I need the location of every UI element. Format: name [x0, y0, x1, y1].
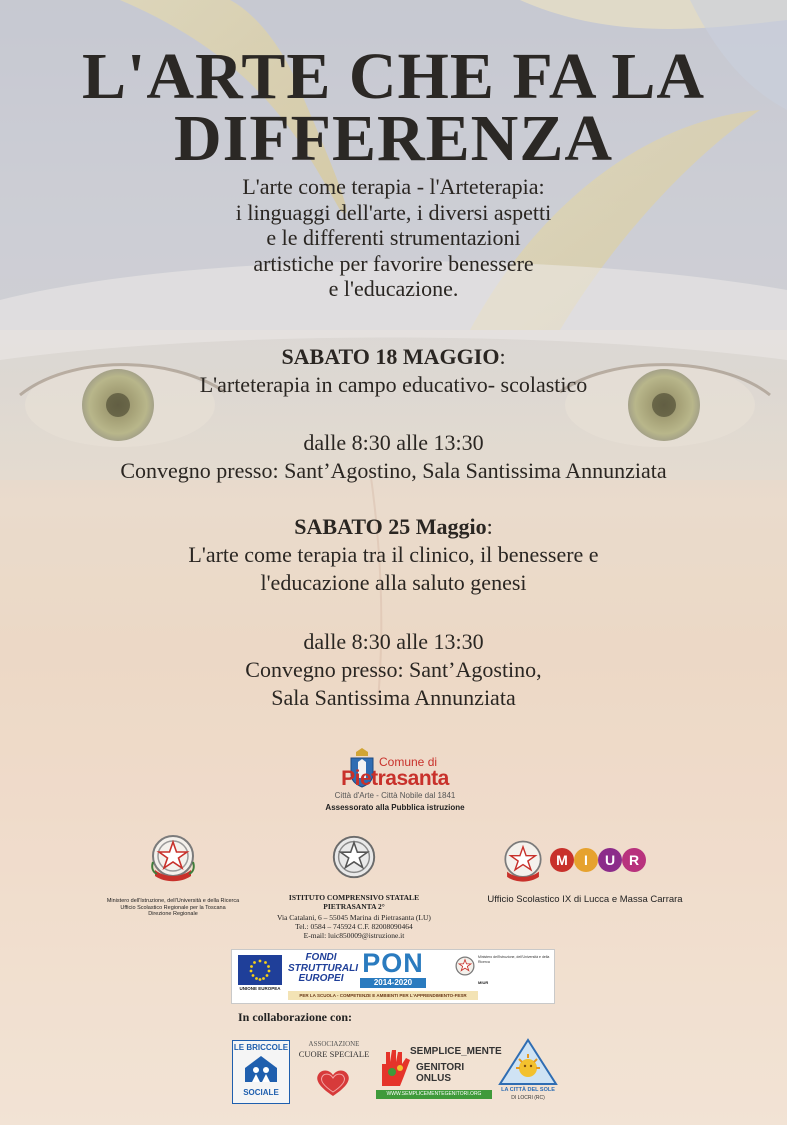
- republic-emblem-icon: [500, 838, 546, 884]
- event-1-topic: L'arteterapia in campo educativo- scolastico: [199, 372, 588, 397]
- cuore-line: CUORE SPECIALE: [298, 1049, 370, 1059]
- pon-strip: PER LA SCUOLA - COMPETENZE E AMBIENTI PER L'APPRENDIMENTO-FESR: [288, 991, 478, 1000]
- ministry-line: Direzione Regionale: [148, 911, 198, 917]
- title-line: DIFFERENZA: [173, 102, 614, 175]
- school-name: [256, 894, 452, 911]
- title-line: L'ARTE CHE FA LA: [81, 40, 706, 113]
- pon-years: 2014-2020: [360, 978, 426, 988]
- event-1-details: [0, 429, 787, 485]
- ministry-line: Ministero dell'Istruzione, dell'Università e della Ricerca: [106, 898, 240, 904]
- miur-letter: R: [622, 848, 646, 872]
- school-address: [256, 913, 452, 940]
- event-2-topic-line: l'educazione alla saluto genesi: [260, 570, 527, 595]
- subtitle-line: e l'educazione.: [328, 276, 459, 301]
- ministry-logo: [103, 832, 243, 924]
- collaboration-label: In collaborazione con:: [238, 1010, 352, 1024]
- event-1-time: dalle 8:30 alle 13:30: [303, 430, 484, 455]
- school-address-line: Tel.: 0584 – 745924 C.F. 82008090464: [295, 922, 413, 931]
- subtitle-line: L'arte come terapia - l'Arteterapia:: [242, 174, 545, 199]
- ufficio-scolastico: Ufficio Scolastico IX di Lucca e Massa Carrara: [487, 894, 683, 905]
- comune-prefix: Comune di: [379, 755, 438, 769]
- event-2-place-line: Convegno presso: Sant’Agostino,: [245, 657, 542, 682]
- semplice-url: WWW.SEMPLICEMENTEGENITORI.ORG: [376, 1090, 492, 1099]
- event-1-header: SABATO 18 MAGGIO: L'arteterapia in campo educativo- scolastico: [0, 343, 787, 399]
- miur-letter: U: [598, 848, 622, 872]
- comune-tagline: Città d'Arte - Città Nobile dal 1841: [334, 791, 456, 800]
- school-name-line: ISTITUTO COMPRENSIVO STATALE: [288, 893, 420, 902]
- school-block: [256, 832, 452, 944]
- semplice-line: GENITORI ONLUS: [416, 1062, 465, 1084]
- subtitle-line: i linguaggi dell'arte, i diversi aspetti: [235, 199, 552, 225]
- miur-letter: M: [550, 848, 574, 872]
- semplice-line: SEMPLICE_MENTE: [410, 1046, 502, 1057]
- pon-ministry-text: Ministero dell'Istruzione, dell'Università e della Ricerca: [478, 955, 550, 964]
- comune-office: Assessorato alla Pubblica istruzione: [325, 803, 465, 812]
- subtitle-line: artistiche per favorire benessere: [253, 250, 534, 276]
- fondi-strutturali: [288, 952, 358, 985]
- fondi-line: STRUTTURALI: [288, 962, 358, 974]
- cuore-speciale-logo: [296, 1040, 372, 1100]
- eu-label: UNIONE EUROPEA: [239, 986, 281, 991]
- event-2-details: [0, 628, 787, 712]
- school-emblem-icon: [329, 832, 379, 882]
- eu-flag-icon: [238, 955, 282, 985]
- event-2-time: dalle 8:30 alle 13:30: [303, 629, 484, 654]
- le-briccole-logo: [232, 1040, 290, 1104]
- ministry-line: Ufficio Scolastico Regionale per la Toscana: [120, 904, 226, 911]
- comune-pietrasanta-logo: [325, 745, 465, 820]
- sun-triangle-icon: [498, 1038, 558, 1086]
- miur-letter: I: [574, 848, 598, 872]
- fondi-line: EUROPEI: [298, 973, 344, 984]
- eu-stars-icon: [238, 955, 282, 985]
- school-name-line: PIETRASANTA 2°: [323, 901, 385, 911]
- miur-letters: [550, 848, 646, 874]
- school-address-line: Via Catalani, 6 – 55045 Marina di Pietrasanta (LU): [277, 913, 431, 922]
- event-2-date: SABATO 25 Maggio: [294, 514, 487, 539]
- citta-del-sole-logo: [496, 1038, 560, 1104]
- event-1-place: Convegno presso: Sant’Agostino, Sala Santissima Annunziata: [120, 458, 667, 483]
- house-figures-icon: [241, 1054, 281, 1084]
- pon-logo: PON: [362, 948, 424, 978]
- subtitle-line: e le differenti strumentazioni: [266, 225, 521, 250]
- briccole-name: LE BRICCOLE: [233, 1043, 289, 1052]
- heart-icon: [315, 1068, 351, 1098]
- miur-logo: [470, 834, 700, 910]
- italian-republic-emblem-icon: [147, 832, 199, 884]
- pon-miur-label: MIUR: [478, 980, 489, 985]
- comune-name: Pietrasanta: [341, 767, 449, 790]
- fondi-line: FONDI: [305, 952, 337, 963]
- subtitle: [0, 174, 787, 302]
- event-2-place-line: Sala Santissima Annunziata: [271, 685, 516, 710]
- pon-banner: [231, 949, 555, 1004]
- ministry-emblem-icon: [454, 955, 476, 977]
- event-2-topic-line: L'arte come terapia tra il clinico, il benessere e: [188, 542, 599, 567]
- event-1-date: SABATO 18 MAGGIO: [281, 344, 500, 369]
- hand-icon: [376, 1046, 412, 1088]
- ministry-text: [103, 898, 243, 918]
- briccole-sociale: SOCIALE: [243, 1088, 279, 1097]
- school-address-line: E-mail: luic850009@istruzione.it: [303, 931, 405, 940]
- semplice-mente-logo: [376, 1042, 502, 1100]
- citta-line: DI LOCRI (RC): [511, 1095, 545, 1101]
- poster-title: [0, 40, 787, 175]
- citta-line: LA CITTÀ DEL SOLE: [501, 1087, 555, 1093]
- event-2-header: SABATO 25 Maggio: L'arte come terapia tra il clinico, il benessere e l'educazione alla saluto genesi: [0, 513, 787, 597]
- cuore-line: ASSOCIAZIONE: [308, 1040, 360, 1048]
